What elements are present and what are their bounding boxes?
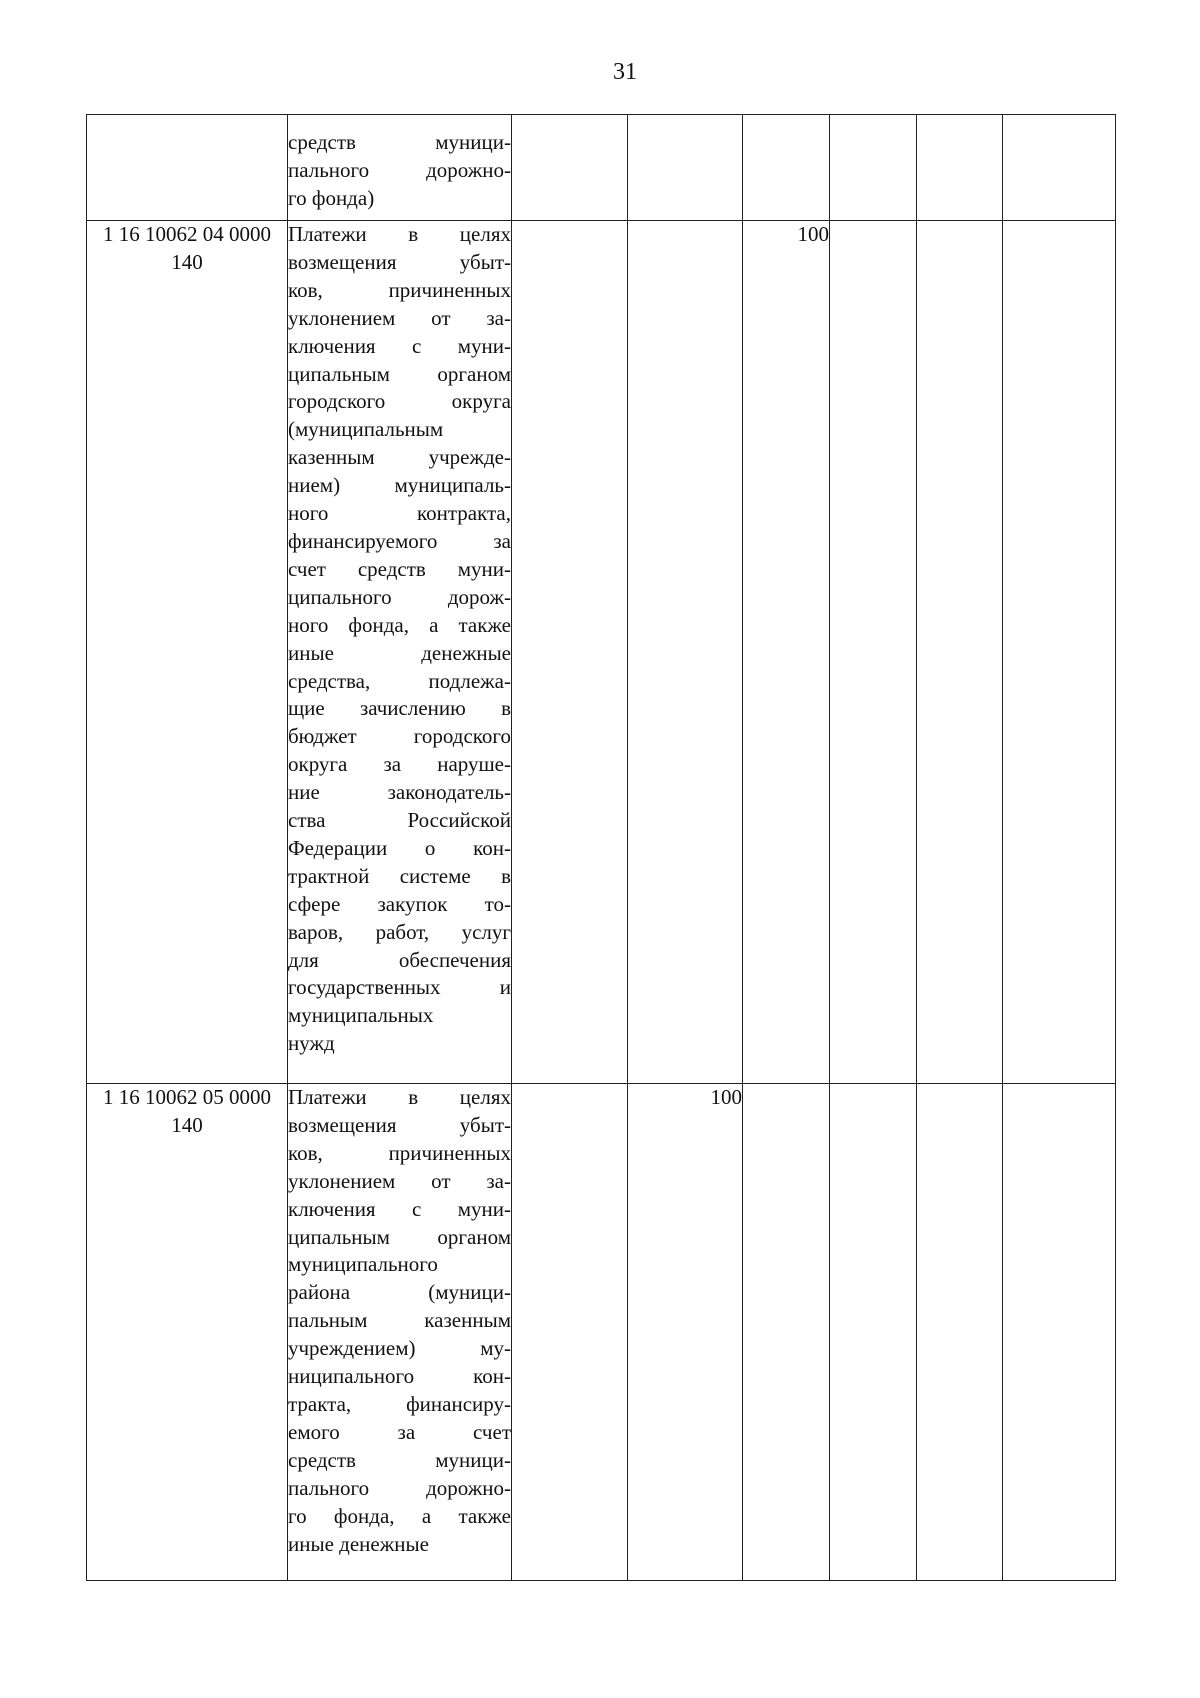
value-cell <box>1003 115 1116 221</box>
table-row <box>87 115 1116 221</box>
name-line: финансируемого за <box>288 528 511 553</box>
name-line: уклонением от за- <box>288 305 511 330</box>
value-cell <box>917 1084 1003 1581</box>
budget-code-cell: 1 16 10062 05 0000 140 <box>87 1084 288 1581</box>
revenue-distribution-table <box>86 114 1116 1581</box>
name-line: иные денежные <box>288 640 511 665</box>
value-cell <box>830 1084 917 1581</box>
name-line: трактной системе в <box>288 863 511 888</box>
value-cell <box>917 115 1003 221</box>
name-line: ключения с муни- <box>288 1196 511 1221</box>
value-cell <box>512 1084 628 1581</box>
name-line: Платежи в целях <box>288 1085 511 1109</box>
name-line: ключения с муни- <box>288 333 511 358</box>
name-line: учреждением) му- <box>288 1336 511 1361</box>
revenue-name-cell <box>288 1084 512 1581</box>
name-line: тракта, финансиру- <box>288 1391 511 1416</box>
name-line: го фонда, а также <box>288 1503 511 1528</box>
name-line: ципального дорож- <box>288 584 511 609</box>
name-line: казенным учрежде- <box>288 445 511 470</box>
name-line: округа за наруше- <box>288 752 511 777</box>
name-line: иные денежные <box>288 1531 429 1556</box>
name-line: счет средств муни- <box>288 556 511 581</box>
name-line: района (муници- <box>288 1280 511 1305</box>
name-line: сфере закупок то- <box>288 891 511 916</box>
name-line: нием) муниципаль- <box>288 473 511 498</box>
name-line: нужд <box>288 1031 335 1056</box>
name-line: Федерации о кон- <box>288 835 511 860</box>
name-line: пального дорожно- <box>288 1475 511 1500</box>
budget-code-cell: 1 16 10062 04 0000 140 <box>87 221 288 1084</box>
value-cell <box>743 115 830 221</box>
name-line: средства, подлежа- <box>288 668 511 693</box>
table-body <box>87 115 1116 1581</box>
name-line: емого за счет <box>288 1419 511 1444</box>
name-line: ства Российской <box>288 808 511 833</box>
name-line: для обеспечения <box>288 947 511 972</box>
name-line: варов, работ, услуг <box>288 919 511 944</box>
name-line: возмещения убыт- <box>288 1112 511 1137</box>
name-line: муниципальных <box>288 1003 434 1028</box>
name-line: го фонда) <box>288 185 375 210</box>
value-cell <box>1003 1084 1116 1581</box>
revenue-name-cell <box>288 221 512 1084</box>
name-line: пального дорожно- <box>288 157 511 182</box>
value-cell <box>830 115 917 221</box>
name-line: средств муници- <box>288 1447 511 1472</box>
name-line: средств муници- <box>288 130 511 154</box>
name-line: ков, причиненных <box>288 1140 511 1165</box>
revenue-name-cell <box>288 115 512 221</box>
name-line: ков, причиненных <box>288 277 511 302</box>
name-line: (муниципальным <box>288 417 444 442</box>
name-line: щие зачислению в <box>288 696 511 721</box>
name-line: пальным казенным <box>288 1308 511 1333</box>
value-cell <box>917 221 1003 1084</box>
value-cell <box>628 115 743 221</box>
name-line: ниципального кон- <box>288 1364 511 1389</box>
value-cell <box>743 1084 830 1581</box>
value-cell <box>512 221 628 1084</box>
page-number: 31 <box>613 59 637 85</box>
name-line: уклонением от за- <box>288 1168 511 1193</box>
name-line: ного контракта, <box>288 501 511 526</box>
value-cell <box>1003 221 1116 1084</box>
value-cell <box>830 221 917 1084</box>
name-line: государственных и <box>288 975 511 1000</box>
name-line: муниципального <box>288 1252 438 1277</box>
name-line: Платежи в целях <box>288 222 511 246</box>
name-line: ципальным органом <box>288 361 511 386</box>
table-row <box>87 1084 1116 1581</box>
name-line: бюджет городского <box>288 724 511 749</box>
name-line: возмещения убыт- <box>288 249 511 274</box>
value-cell <box>512 115 628 221</box>
name-line: ние законодатель- <box>288 780 511 805</box>
name-line: городского округа <box>288 389 511 414</box>
name-line: ципальным органом <box>288 1224 511 1249</box>
budget-code-cell <box>87 115 288 221</box>
value-cell: 100 <box>628 1084 743 1581</box>
value-cell: 100 <box>743 221 830 1084</box>
value-cell <box>628 221 743 1084</box>
table-row <box>87 221 1116 1084</box>
name-line: ного фонда, а также <box>288 612 511 637</box>
